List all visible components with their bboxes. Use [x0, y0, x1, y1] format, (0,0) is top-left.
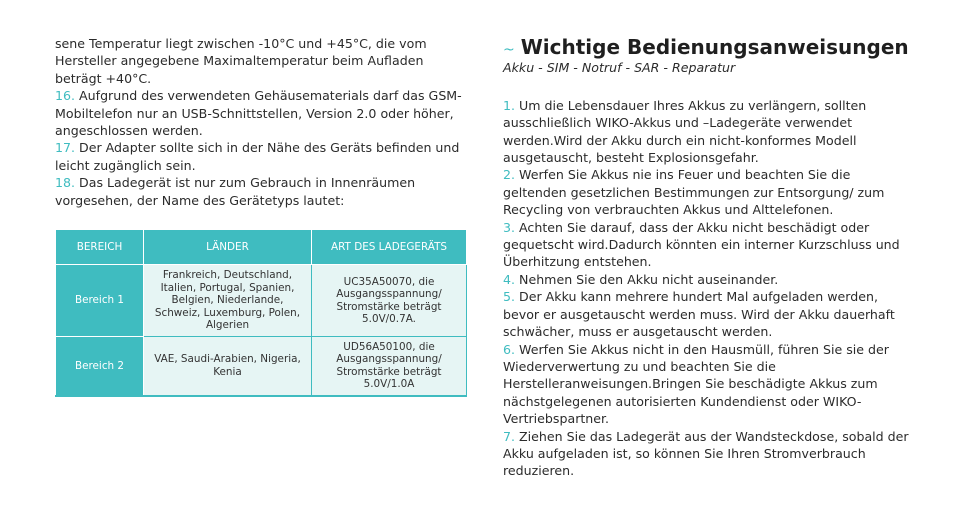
- paragraph-15-continued: sene Temperatur liegt zwischen -10°C und +45°C, die vom Hersteller angegebene Maximaltemperatur beim Aufladen beträgt +40°C.: [55, 36, 427, 86]
- section-title: [503, 35, 913, 59]
- section-subheading: Akku - SIM - Notruf - SAR - Reparatur: [503, 60, 736, 76]
- item-number: 5.: [503, 289, 516, 305]
- right-column: [503, 35, 913, 480]
- item-number: 7.: [503, 428, 516, 444]
- instruction-2: 2. Werfen Sie Akkus nie ins Feuer und beachten Sie die geltenden gesetzlichen Bestimmungen zur Entsorgung/ zum Recycling von verbrauchten Akkus und Alttelefonen.: [503, 167, 885, 218]
- instruction-4: 4. Nehmen Sie den Akku nicht auseinander.: [503, 271, 779, 287]
- countries-cell: Frankreich, Deutschland, Italien, Portugal, Spanien, Belgien, Niederlande, Schweiz, Luxemburg, Polen, Algerien: [144, 265, 312, 337]
- region-cell: Bereich 1: [56, 265, 144, 337]
- header-charger-type: ART DES LADEGERÄTS: [312, 230, 467, 265]
- region-cell: Bereich 2: [56, 337, 144, 396]
- instruction-3: 3. Achten Sie darauf, dass der Akku nicht beschädigt oder gequetscht wird.Dadurch könnten ein interner Kurzschluss und Überhitzung entstehen.: [503, 219, 900, 270]
- instruction-6: 6. Werfen Sie Akkus nicht in den Hausmüll, führen Sie sie der Wiederverwertung zu und beachten Sie die Herstelleranweisungen.Bringen Sie beschädigte Akkus zum nächstgelegenen autorisierten Kundendienst oder WIKO-Vertriebspartner.: [503, 341, 889, 427]
- countries-cell: VAE, Saudi-Arabien, Nigeria, Kenia: [144, 337, 312, 396]
- item-number: 1.: [503, 97, 516, 113]
- paragraph-18: 18. Das Ladegerät ist nur zum Gebrauch in Innenräumen vorgesehen, der Name des Gerätetyps lautet:: [55, 175, 416, 208]
- paragraph-17: 17. Der Adapter sollte sich in der Nähe des Geräts befinden und leicht zugänglich sein.: [55, 140, 460, 173]
- header-region: BEREICH: [56, 230, 144, 265]
- instruction-1: 1. Um die Lebensdauer Ihres Akkus zu verlängern, sollten ausschließlich WIKO-Akkus und –Ladegeräte verwendet werden.Wird der Akku durch ein nicht-konformes Modell ausgetauscht, besteht Explosionsgefahr.: [503, 97, 867, 166]
- instruction-7: 7. Ziehen Sie das Ladegerät aus der Wandsteckdose, sobald der Akku aufgeladen ist, so können Sie Ihren Stromverbrauch reduzieren.: [503, 428, 909, 479]
- left-column: [55, 35, 465, 209]
- charger-cell: UC35A50070, die Ausgangsspannung/ Stromstärke beträgt 5.0V/0.7A.: [312, 265, 467, 337]
- section-heading: Wichtige Bedienungsanweisungen: [520, 35, 909, 59]
- item-number: 16.: [55, 88, 76, 104]
- item-number: 2.: [503, 167, 516, 183]
- charger-cell: UD56A50100, die Ausgangsspannung/ Stromstärke beträgt 5.0V/1.0A: [312, 337, 467, 396]
- tilde-mark: ~: [503, 42, 515, 58]
- item-number: 18.: [55, 175, 76, 191]
- instruction-5: 5. Der Akku kann mehrere hundert Mal aufgeladen werden, bevor er ausgetauscht werden muss. Wird der Akku dauerhaft schwächer, muss er ausgetauscht werden.: [503, 289, 895, 340]
- item-number: 17.: [55, 140, 76, 156]
- table-row: [56, 265, 467, 337]
- item-number: 6.: [503, 341, 516, 357]
- item-number: 3.: [503, 219, 516, 235]
- charger-table: [55, 229, 467, 397]
- header-countries: LÄNDER: [144, 230, 312, 265]
- item-number: 4.: [503, 271, 516, 287]
- table-row: [56, 337, 467, 396]
- table-header-row: [56, 230, 467, 265]
- paragraph-16: 16. Aufgrund des verwendeten Gehäusematerials darf das GSM-Mobiltelefon nur an USB-Schnittstellen, Version 2.0 oder höher, angeschlossen werden.: [55, 88, 462, 139]
